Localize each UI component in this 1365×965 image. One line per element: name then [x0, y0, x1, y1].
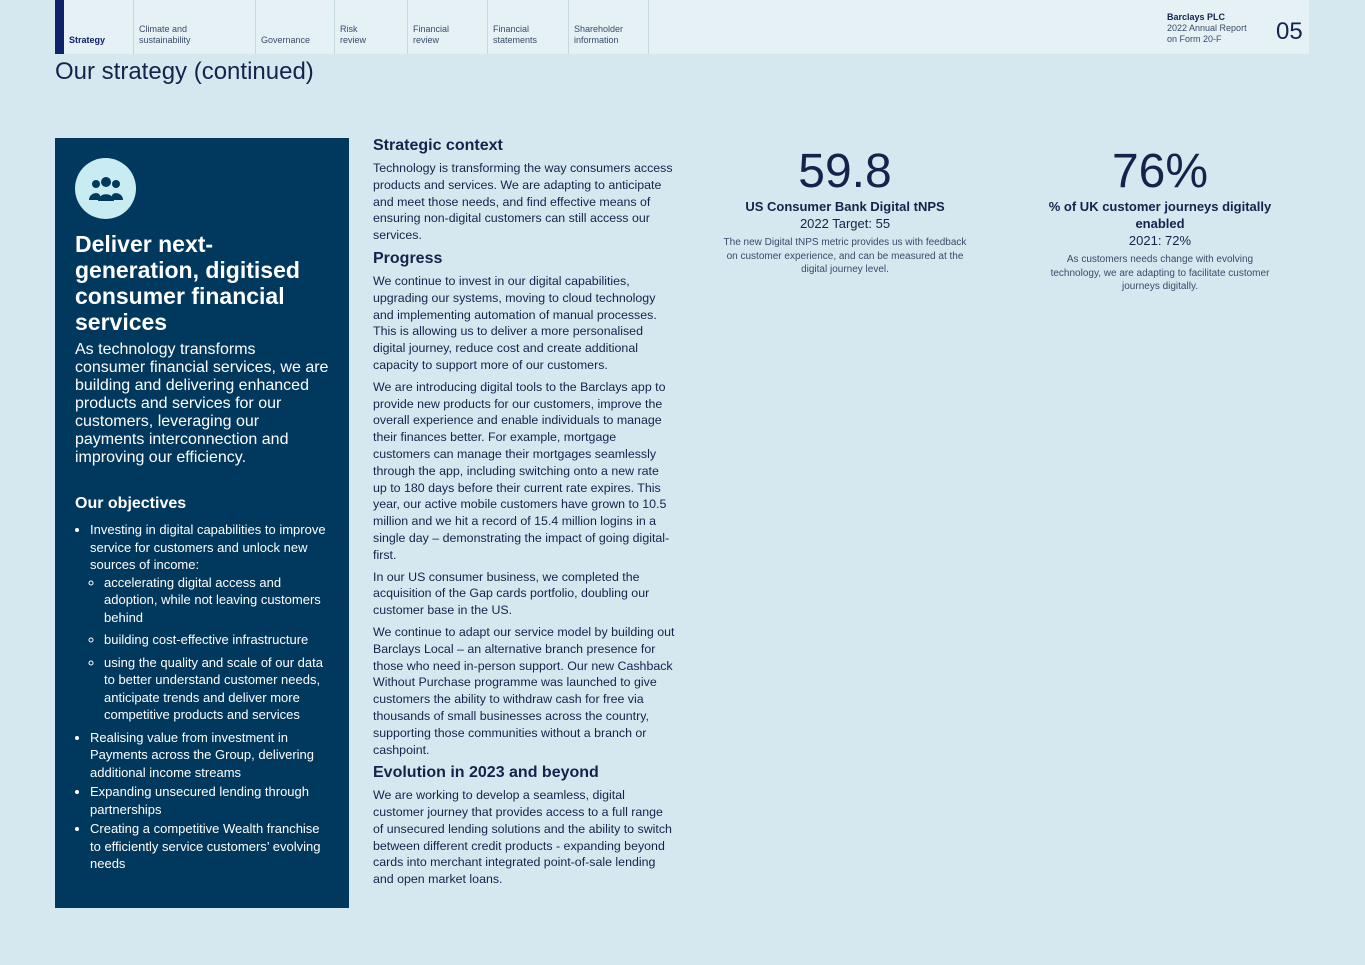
stat-digital-journeys [1046, 146, 1274, 294]
tab-climate-sustainability[interactable] [134, 0, 256, 54]
priority-intro: As technology transforms consumer financial services, we are building and delivering enhanced products and services for our customers, leveraging our payments interconnection and improving our efficiency. [75, 341, 329, 466]
progress-paragraph: We continue to adapt our service model by building out Barclays Local – an alternative branch presence for those who need in-person support. Our new Cashback Without Purchase programme was launched to give customers the ability to withdraw cash for free via thousands of small businesses across the country, supporting those communities without a branch or cashpoint. [373, 624, 675, 757]
people-group-icon [75, 158, 136, 219]
stat-note: As customers needs change with evolving technology, we are adapting to facilitate customer journeys digitally. [1050, 254, 1270, 292]
page-title: Our strategy (continued) [55, 58, 314, 85]
tab-financial-review[interactable] [408, 0, 488, 54]
evolution-heading: Evolution in 2023 and beyond [373, 764, 599, 782]
list-item [90, 521, 329, 724]
tab-label: Financial review [413, 24, 450, 45]
list-item: • Realising value from investment in Payments across the Group, delivering additional income streams [90, 729, 329, 782]
report-form: on Form 20-F [1167, 34, 1222, 44]
objectives-heading: Our objectives [75, 495, 187, 512]
tab-label: Governance [261, 35, 311, 45]
list-item: ◦ accelerating digital access and adoption, while not leaving customers behind [104, 574, 329, 627]
tab-label: Climate and sustainability [139, 24, 191, 45]
priority-panel [55, 138, 349, 908]
report-name: 2022 Annual Report [1167, 23, 1247, 33]
stat-label: % of UK customer journeys digitally enabled [1048, 199, 1272, 231]
list-item: • Expanding unsecured lending through partnerships [90, 783, 329, 818]
tab-shareholder-information[interactable] [569, 0, 649, 54]
section-tabs [64, 0, 649, 54]
progress-paragraph: We continue to invest in our digital capabilities, upgrading our systems, moving to cloud technology and implementing automation of manual processes. This is allowing us to deliver a more personalised digital journey, reduce cost and create additional capacity to support more of our customers. [373, 273, 657, 372]
active-section-marker [55, 0, 64, 54]
tab-label: Financial statements [493, 24, 538, 45]
list-item: ◦ building cost-effective infrastructure [104, 631, 329, 649]
stat-comparison: 2022 Target: 55 [799, 216, 891, 231]
strategic-context-text: Technology is transforming the way consumers access products and services. We are adapting to anticipate and meet those needs, and find effective means of ensuring non-digital customers can still access our services. [373, 161, 673, 243]
progress-paragraph: In our US consumer business, we completed the acquisition of the Gap cards portfolio, doubling our customer base in the US. [373, 569, 650, 618]
report-info [1167, 12, 1247, 45]
company-name: Barclays PLC [1167, 12, 1226, 22]
progress-heading: Progress [373, 249, 443, 267]
tab-risk-review[interactable] [335, 0, 408, 54]
objective-text: Investing in digital capabilities to improve service for customers and unlock new sources of income: [90, 522, 326, 572]
stat-value: 59.8 [798, 145, 892, 198]
progress-paragraph: We are introducing digital tools to the Barclays app to provide new products for our customers, improve the overall experience and enable individuals to manage their finances better. For example, mortgage customers can manage their mortgages seamlessly through the app, including switching onto a new rate up to 180 days before their current rate expires. This year, our active mobile customers have grown to 10.5 million and we hit a record of 15.4 million logins in a single day – demonstrating the impact of going digital-first. [373, 379, 670, 562]
tab-financial-statements[interactable] [488, 0, 569, 54]
tab-label: Shareholder information [574, 24, 624, 45]
stat-label: US Consumer Bank Digital tNPS [745, 199, 945, 214]
body-column [373, 136, 675, 893]
list-item: • Creating a competitive Wealth franchise to efficiently service customers’ evolving needs [90, 820, 329, 873]
stat-note: The new Digital tNPS metric provides us with feedback on customer experience, and can be measured at the digital journey level. [723, 237, 967, 275]
tab-label: Strategy [69, 35, 106, 45]
page-number: 05 [1276, 18, 1303, 45]
tab-governance[interactable] [256, 0, 335, 54]
tab-strategy[interactable] [64, 0, 134, 54]
stat-value: 76% [1111, 145, 1209, 198]
strategic-context-heading: Strategic context [373, 137, 503, 154]
tab-label: Risk review [340, 24, 367, 45]
sub-objectives-list [90, 574, 329, 724]
stat-comparison: 2021: 72% [1128, 233, 1192, 248]
list-item: ◦ using the quality and scale of our data to better understand customer needs, anticipate trends and deliver more competitive products and services [104, 654, 329, 724]
stat-digital-tnps [722, 146, 968, 277]
evolution-text: We are working to develop a seamless, digital customer journey that provides access to a full range of unsecured lending solutions and the ability to switch between different credit products - expanding beyond cards into merchant integrated point-of-sale lending and open market loans. [373, 788, 672, 887]
objectives-list [75, 521, 329, 873]
priority-heading: Deliver next-generation, digitised consumer financial services [75, 231, 300, 335]
